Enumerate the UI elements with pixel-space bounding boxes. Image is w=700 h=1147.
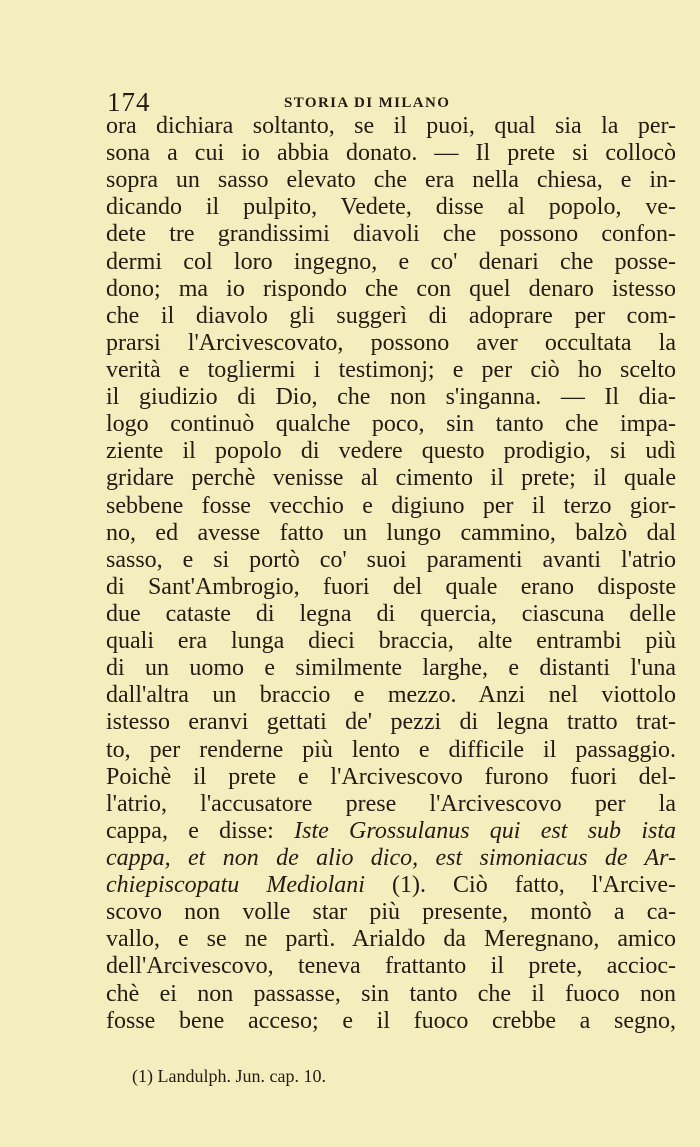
text-line: istesso eranvi gettati de' pezzi di legna tratto trat- <box>106 709 676 736</box>
text-line: gridare perchè venisse al cimento il prete; il quale <box>106 465 676 492</box>
text-line: fosse bene acceso; e il fuoco crebbe a segno, <box>106 1007 676 1034</box>
line-suffix: (1). Ciò fatto, l'Arcive- <box>364 872 677 899</box>
latin-quote-line <box>106 818 676 845</box>
latin-quote-line <box>106 872 676 899</box>
latin-quote-line <box>106 845 676 872</box>
text-line: no, ed avesse fatto un lungo cammino, balzò dal <box>106 519 676 546</box>
text-line: sasso, e si portò co' suoi paramenti avanti l'atrio <box>106 546 676 573</box>
text-line: scovo non volle star più presente, montò a ca- <box>106 899 676 926</box>
text-line: che il diavolo gli suggerì di adoprare per com- <box>106 302 676 329</box>
text-line: dell'Arcivescovo, teneva frattanto il prete, accioc- <box>106 953 676 980</box>
text-line: dermi col loro ingegno, e co' denari che posse- <box>106 248 676 275</box>
text-line: dall'altra un braccio e mezzo. Anzi nel viottolo <box>106 682 676 709</box>
text-line: vallo, e se ne partì. Arialdo da Meregnano, amico <box>106 926 676 953</box>
page-number: 174 <box>107 87 151 117</box>
text-line: di Sant'Ambrogio, fuori del quale erano disposte <box>106 573 676 600</box>
text-line: dete tre grandissimi diavoli che possono confon- <box>106 221 676 248</box>
text-line: ora dichiara soltanto, se il puoi, qual sia la per- <box>106 113 676 139</box>
latin-quote: Iste Grossulanus qui est sub ista <box>294 817 676 844</box>
text-line: logo continuò qualche poco, sin tanto che impa- <box>106 411 676 438</box>
text-line: verità e togliermi i testimonj; e per ciò ho scelto <box>106 356 676 383</box>
text-line: sebbene fosse vecchio e digiuno per il terzo gior- <box>106 492 676 519</box>
text-line: dicando il pulpito, Vedete, disse al popolo, ve- <box>106 194 676 221</box>
text-line: chè ei non passasse, sin tanto che il fuoco non <box>106 980 676 1007</box>
line-prefix: cappa, e disse: <box>106 817 295 844</box>
text-line: Poichè il prete e l'Arcivescovo furono fuori del- <box>106 763 676 790</box>
footnote: (1) Landulph. Jun. cap. 10. <box>132 1066 326 1086</box>
text-line: prarsi l'Arcivescovato, possono aver occultata la <box>106 329 676 356</box>
running-title: STORIA DI MILANO <box>284 95 451 111</box>
body-text <box>106 113 676 1035</box>
latin-quote: cappa, et non de alio dico, est simoniacus de Ar- <box>106 844 676 871</box>
latin-quote: chiepiscopatu Mediolani <box>106 872 365 899</box>
text-line: sona a cui io abbia donato. — Il prete si collocò <box>106 140 676 167</box>
text-line: due cataste di legna di quercia, ciascuna delle <box>106 600 676 627</box>
text-line: to, per renderne più lento e difficile il passaggio. <box>106 736 676 763</box>
text-line: dono; ma io rispondo che con quel denaro istesso <box>106 275 676 302</box>
text-line: l'atrio, l'accusatore prese l'Arcivescovo per la <box>106 790 676 817</box>
text-line: ziente il popolo di vedere questo prodigio, si udì <box>106 438 676 465</box>
text-line: il giudizio di Dio, che non s'inganna. — Il dia- <box>106 384 676 411</box>
text-line: sopra un sasso elevato che era nella chiesa, e in- <box>106 167 676 194</box>
text-line: quali era lunga dieci braccia, alte entrambi più <box>106 628 676 655</box>
text-line: di un uomo e similmente larghe, e distanti l'una <box>106 655 676 682</box>
